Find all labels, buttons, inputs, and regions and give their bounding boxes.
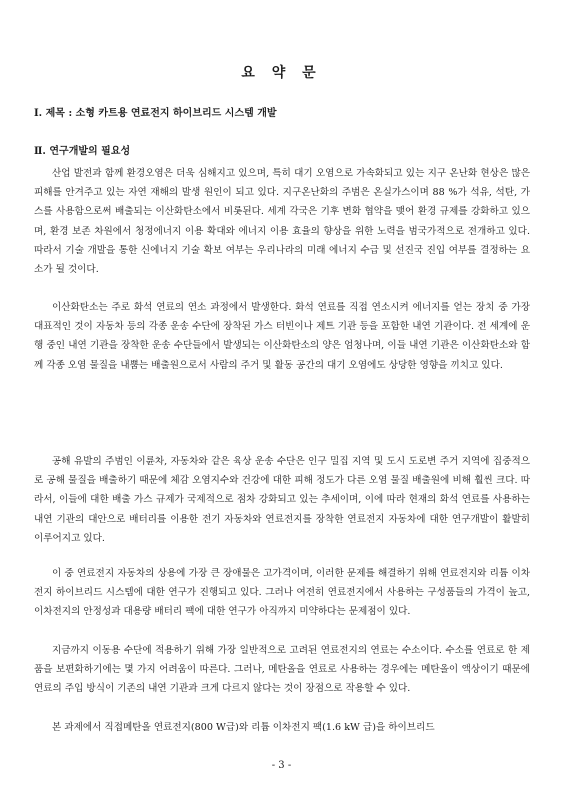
- paragraph-2: 이산화탄소는 주로 화석 연료의 연소 과정에서 발생한다. 화석 연료를 직접 연소시켜 에너지를 얻는 장치 중 가장 대표적인 것이 자동차 등의 각종 운송 수단에 장착된 가스 터빈이나 제트 기관 등을 포함한 내연 기관이다. 전 세계에 운행 중인 내연 기관을 장착한 운송 수단들에서 발생되는 이산화탄소의 양은 엄청나며, 이들 내연 기관은 이산화탄소와 함께 각종 오염 물질을 내뿜는 배출원으로서 사람의 주거 및 활동 공간의 대기 오염에도 상당한 영향을 끼치고 있다.: [34, 302, 530, 371]
- paragraph-4: 이 중 연료전지 자동차의 상용에 가장 큰 장애물은 고가격이며, 이러한 문제를 해결하기 위해 연료전지와 리튬 이차전지 하이브리드 시스템에 대한 연구가 진행되고 있다. 그러나 여전히 연료전지에서 사용하는 구성품들의 가격이 높고, 이차전지의 안정성과 대용량 배터리 팩에 대한 연구가 아직까지 미약하다는 문제점이 있다.: [34, 568, 530, 618]
- section-heading-title: Ⅰ. 제목 : 소형 카트용 연료전지 하이브리드 시스템 개발: [34, 108, 277, 119]
- paragraph-6: 본 과제에서 직접메탄올 연료전지(800 W급)와 리튬 이차전지 팩(1.6 kW 급)을 하이브리드: [52, 722, 435, 733]
- page-number: - 3 -: [271, 760, 292, 771]
- document-title: 요 약 문: [241, 65, 322, 81]
- paragraph-1: 산업 발전과 함께 환경오염은 더욱 심해지고 있으며, 특히 대기 오염으로 가속화되고 있는 지구 온난화 현상은 많은 피해를 안겨주고 있는 자연 재해의 발생 원인이 되고 있다. 지구온난화의 주범은 온실가스이며 88 %가 석유, 석탄, 가스를 사용함으로써 배출되는 이산화탄소에서 비롯된다. 세계 각국은 기후 변화 협약을 맺어 환경 규제를 강화하고 있으며, 환경 보존 차원에서 청정에너지 이용 확대와 에너지 이용 효율의 향상을 위한 노력을 범국가적으로 전개하고 있다. 따라서 기술 개발을 통한 신에너지 기술 확보 여부는 우리나라의 미래 에너지 수급 및 선진국 진입 여부를 결정하는 요소가 될 것이다.: [34, 168, 530, 276]
- paragraph-5: 지금까지 이동용 수단에 적용하기 위해 가장 일반적으로 고려된 연료전지의 연료는 수소이다. 수소를 연료로 한 제품을 보편화하기에는 몇 가지 어려움이 따른다. 그러나, 메탄올을 연료로 사용하는 경우에는 메탄올이 액상이기 때문에 연료의 주입 방식이 기존의 내연 기관과 크게 다르지 않다는 것이 장점으로 작용할 수 있다.: [34, 645, 530, 695]
- section-heading-necessity: Ⅱ. 연구개발의 필요성: [34, 146, 131, 157]
- paragraph-3: 공해 유발의 주범인 이륜차, 자동차와 같은 육상 운송 수단은 인구 밀집 지역 및 도시 도로변 주거 지역에 집중적으로 공해 물질을 배출하기 때문에 체감 오염지수와 건강에 대한 피해 정도가 다른 오염 물질 배출원에 비해 훨씬 크다. 따라서, 이들에 대한 배출 가스 규제가 국제적으로 점차 강화되고 있는 추세이며, 이에 따라 현재의 화석 연료를 사용하는 내연 기관의 대안으로 배터리를 이용한 전기 자동차와 연료전지를 장착한 연료전지 자동차에 대한 연구개발이 활발히 이루어지고 있다.: [34, 456, 530, 544]
